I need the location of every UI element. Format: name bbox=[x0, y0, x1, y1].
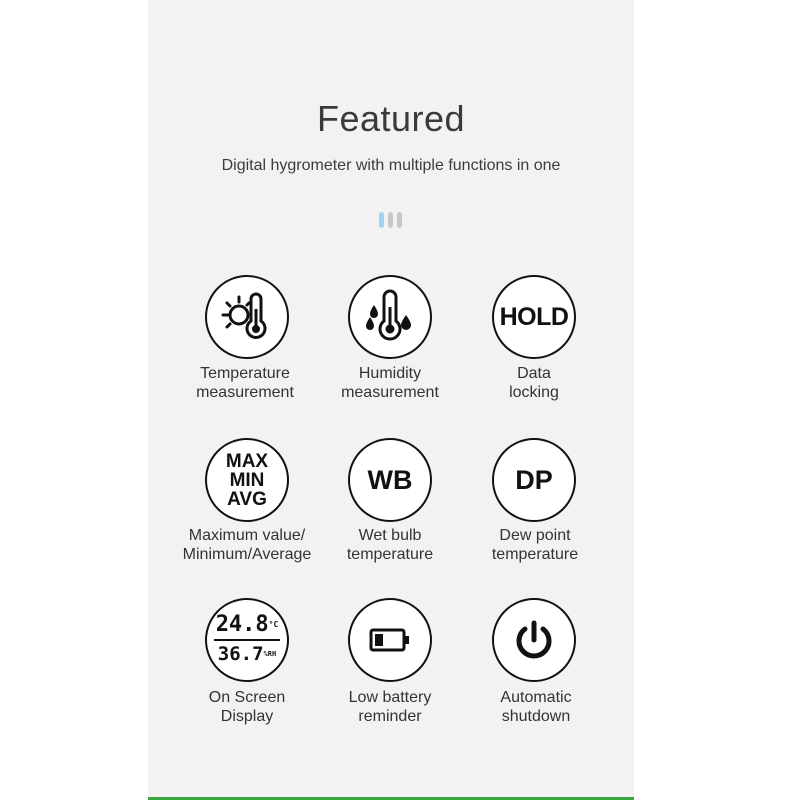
lcd-display-readout bbox=[214, 613, 281, 665]
feature-label-line: Minimum/Average bbox=[182, 545, 312, 563]
page-title: Featured bbox=[316, 98, 466, 139]
feature-label-line: Maximum value/ bbox=[188, 527, 306, 544]
feature-label-line: Temperature bbox=[200, 365, 290, 382]
max-min-avg-text bbox=[226, 452, 268, 509]
feature-label-line: On Screen bbox=[208, 689, 286, 706]
indicator-dot bbox=[397, 212, 402, 228]
min-text: MIN bbox=[229, 469, 265, 491]
lcd-temp-unit: °C bbox=[268, 620, 279, 629]
dp-icon-text: DP bbox=[515, 464, 553, 495]
avg-text: AVG bbox=[227, 488, 267, 510]
dp-icon bbox=[492, 438, 576, 522]
feature-label-line: shutdown bbox=[501, 707, 571, 725]
feature-label bbox=[444, 365, 624, 402]
power-icon-graphic bbox=[512, 618, 556, 662]
humidity-thermometer-icon bbox=[348, 275, 432, 359]
indicator-dot bbox=[388, 212, 393, 228]
hold-icon bbox=[492, 275, 576, 359]
temperature-sun-icon-graphic bbox=[217, 287, 277, 347]
max-text: MAX bbox=[225, 450, 269, 472]
feature-label-line: temperature bbox=[491, 545, 579, 563]
feature-label-line: locking bbox=[509, 383, 559, 401]
feature-label-line: Automatic bbox=[500, 689, 572, 706]
feature-label-line: Low battery bbox=[348, 689, 432, 706]
hold-icon-text: HOLD bbox=[499, 302, 569, 331]
lcd-display-icon bbox=[205, 598, 289, 682]
wb-icon bbox=[348, 438, 432, 522]
feature-label bbox=[445, 527, 625, 564]
page-subtitle: Digital hygrometer with multiple functions in one bbox=[221, 157, 561, 174]
low-battery-icon-graphic bbox=[368, 627, 412, 653]
low-battery-icon bbox=[348, 598, 432, 682]
feature-label-line: measurement bbox=[341, 383, 439, 401]
lcd-temp-row bbox=[214, 613, 281, 641]
feature-label-line: Humidity bbox=[358, 365, 422, 382]
feature-label-line: temperature bbox=[346, 545, 434, 563]
feature-label-line: measurement bbox=[196, 383, 294, 401]
feature-label-line: Wet bulb bbox=[358, 527, 422, 544]
page-indicator bbox=[379, 212, 402, 228]
power-icon bbox=[492, 598, 576, 682]
lcd-hum-unit: %RH bbox=[263, 650, 277, 658]
lcd-hum-row bbox=[214, 641, 281, 665]
temperature-sun-icon bbox=[205, 275, 289, 359]
humidity-thermometer-icon-graphic bbox=[360, 287, 420, 347]
max-min-avg-icon bbox=[205, 438, 289, 522]
feature-label-line: Display bbox=[220, 707, 274, 725]
feature-label-line: Dew point bbox=[499, 527, 571, 544]
feature-label-line: reminder bbox=[358, 707, 422, 725]
indicator-dot-active bbox=[379, 212, 384, 228]
lcd-temp-value: 24.8 bbox=[215, 612, 269, 637]
feature-label bbox=[446, 689, 626, 726]
feature-label-line: Data bbox=[517, 365, 551, 382]
lcd-hum-value: 36.7 bbox=[217, 643, 264, 665]
wb-icon-text: WB bbox=[367, 464, 413, 495]
